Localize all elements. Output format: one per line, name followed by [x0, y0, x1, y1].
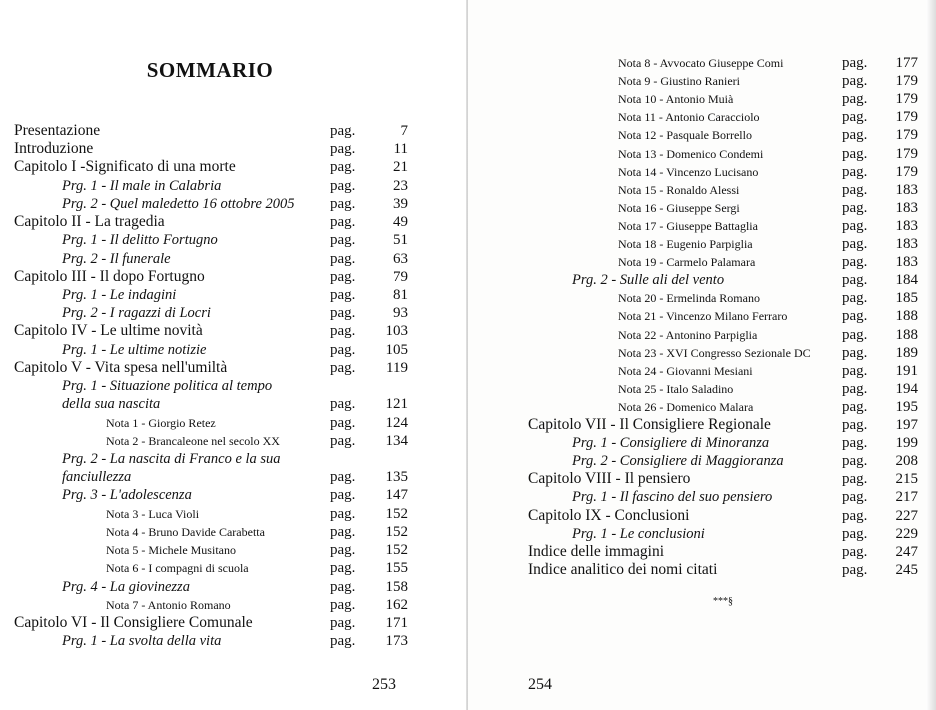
toc-entry-title: Introduzione: [14, 140, 94, 158]
toc-entry-pag-label: pag.: [330, 341, 356, 358]
toc-entry: [468, 398, 936, 416]
toc-entry-pag-label: pag.: [330, 469, 356, 486]
toc-entry-page-number: 177: [895, 55, 918, 71]
toc-entry-pag-label: pag.: [842, 199, 868, 216]
toc-entry-pag-label: pag.: [842, 453, 868, 470]
toc-entry: [468, 126, 936, 144]
toc-entry-page-number: 229: [895, 525, 918, 542]
toc-entry-pag-label: pag.: [842, 561, 868, 578]
toc-entry-page-number: 158: [385, 578, 408, 595]
toc-entry-pag-label: pag.: [330, 177, 356, 194]
toc-entry: [0, 122, 468, 140]
toc-entry: [0, 322, 468, 340]
toc-entry-page-number: 179: [895, 145, 918, 162]
toc-entry-title: Nota 22 - Antonino Parpiglia: [618, 327, 758, 342]
toc-entry-title: Capitolo IV - Le ultime novità: [14, 322, 203, 340]
toc-entry-title: Capitolo VII - Il Consigliere Regionale: [528, 416, 771, 433]
toc-entry-page-number: 217: [895, 489, 918, 506]
toc-entry-title: Prg. 1 - Il fascino del suo pensiero: [572, 489, 773, 506]
toc-entry-page-number: 135: [385, 469, 408, 486]
toc-entry-title: Nota 2 - Brancaleone nel secolo XX: [106, 433, 280, 448]
toc-entry-title: Prg. 2 - La nascita di Franco e la sua: [62, 451, 281, 467]
toc-entry: [468, 452, 936, 470]
toc-entry-title: Prg. 1 - Consigliere di Minoranza: [572, 435, 770, 452]
toc-entry: [0, 468, 468, 486]
toc-entry-page-number: 197: [895, 417, 918, 433]
toc-entry: [0, 414, 468, 432]
toc-entry-title: Nota 26 - Domenico Malara: [618, 399, 754, 414]
toc-entry-pag-label: pag.: [842, 507, 868, 524]
toc-entry-title: Nota 18 - Eugenio Parpiglia: [618, 237, 753, 251]
toc-entry: [468, 271, 936, 289]
toc-entry: [468, 380, 936, 398]
toc-entry-title: Capitolo IX - Conclusioni: [528, 506, 690, 524]
toc-entry-page-number: 23: [393, 177, 408, 194]
toc-entry-page-number: 51: [393, 232, 408, 249]
toc-entry: [0, 632, 468, 650]
toc-entry-page-number: 119: [386, 359, 408, 376]
toc-entry-title: Nota 6 - I compagni di scuola: [106, 561, 249, 576]
toc-entry-pag-label: pag.: [330, 560, 356, 577]
toc-entry-pag-label: pag.: [842, 163, 868, 180]
toc-entry-title: Nota 19 - Carmelo Palamara: [618, 255, 756, 270]
toc-entry-title: Nota 15 - Ronaldo Alessi: [618, 182, 740, 197]
toc-entry-title: Prg. 2 - I ragazzi di Locri: [62, 305, 211, 322]
toc-entry-pag-label: pag.: [330, 432, 356, 449]
toc-entry: [468, 326, 936, 344]
toc-entry-pag-label: pag.: [330, 359, 356, 376]
toc-entry-page-number: 189: [895, 344, 918, 361]
toc-entry: [468, 561, 936, 579]
toc-entry-page-number: 183: [895, 217, 918, 234]
toc-entry-title: Prg. 1 - Le conclusioni: [572, 525, 705, 542]
toc-entry-title: Nota 24 - Giovanni Mesiani: [618, 363, 753, 378]
toc-entry: [468, 416, 936, 434]
toc-entry: [468, 470, 936, 488]
toc-entry: [468, 90, 936, 108]
toc-entry-pag-label: pag.: [842, 127, 868, 144]
toc-entry-title: Prg. 1 - Il delitto Fortugno: [62, 232, 218, 249]
toc-entry-page-number: 124: [385, 414, 408, 431]
toc-entry: [468, 307, 936, 325]
toc-entry-title: Capitolo I -Significato di una morte: [14, 158, 236, 176]
toc-entry-page-number: 155: [385, 560, 408, 577]
toc-entry-title: Nota 17 - Giuseppe Battaglia: [618, 218, 758, 233]
toc-entry-pag-label: pag.: [842, 471, 868, 488]
toc-entry-page-number: 171: [385, 614, 408, 631]
toc-entry-page-number: 179: [895, 109, 918, 126]
toc-entry: [0, 578, 468, 596]
toc-entry-title: Prg. 2 - Quel maledetto 16 ottobre 2005: [62, 195, 295, 212]
toc-entry: [0, 395, 468, 413]
toc-entry-pag-label: pag.: [842, 380, 868, 397]
toc-entry-page-number: 79: [393, 268, 408, 285]
toc-entry: [468, 543, 936, 561]
toc-entry-page-number: 183: [895, 236, 918, 252]
toc-entry-page-number: 63: [393, 250, 408, 267]
toc-entry-pag-label: pag.: [330, 123, 356, 139]
toc-entry: [468, 525, 936, 543]
toc-entry: [0, 486, 468, 504]
toc-entry-title: Indice analitico dei nomi citati: [528, 560, 718, 578]
toc-entry-pag-label: pag.: [842, 272, 868, 289]
toc-entry-title: Prg. 2 - Il funerale: [62, 250, 171, 267]
toc-entry-title: Capitolo VI - Il Consigliere Comunale: [14, 613, 253, 631]
toc-entry: [468, 344, 936, 362]
toc-entry-title: Presentazione: [14, 122, 101, 139]
toc-entry-title: Nota 8 - Avvocato Giuseppe Comi: [618, 56, 784, 70]
toc-entry-title: Prg. 1 - La svolta della vita: [62, 633, 222, 650]
toc-entry-pag-label: pag.: [842, 91, 868, 108]
toc-entry: [0, 158, 468, 176]
toc-entry: [0, 614, 468, 632]
toc-entry-title: Capitolo III - Il dopo Fortugno: [14, 267, 205, 285]
toc-entry-pag-label: pag.: [330, 414, 356, 431]
toc-entry-title: Prg. 1 - Il male in Calabria: [62, 177, 222, 194]
toc-entry: [468, 289, 936, 307]
toc-entry: [0, 596, 468, 614]
toc-entry-page-number: 152: [385, 505, 408, 522]
toc-entry-page-number: 121: [385, 396, 408, 413]
toc-entry-title: Prg. 3 - L'adolescenza: [62, 487, 192, 504]
toc-entry-page-number: 188: [895, 308, 918, 325]
toc-entry-page-number: 105: [385, 341, 408, 358]
toc-entry-page-number: 179: [895, 73, 918, 90]
toc-entry-title: fanciullezza: [62, 469, 132, 486]
page-title: SOMMARIO: [146, 58, 274, 82]
toc-entry-page-number: 179: [895, 163, 918, 180]
toc-entry-pag-label: pag.: [842, 254, 868, 271]
toc-entry: [0, 505, 468, 523]
toc-entry-title: Capitolo II - La tragedia: [14, 213, 165, 231]
toc-entry: [468, 507, 936, 525]
toc-entry: [468, 488, 936, 506]
toc-entry-title: Capitolo VIII - Il pensiero: [528, 470, 691, 488]
toc-entry-page-number: 247: [895, 543, 918, 560]
toc-entry-title: Nota 13 - Domenico Condemi: [618, 146, 764, 161]
toc-entry: [0, 359, 468, 377]
toc-entry-page-number: 11: [393, 141, 408, 158]
toc-entry-pag-label: pag.: [842, 217, 868, 234]
toc-entry-pag-label: pag.: [842, 109, 868, 126]
toc-entry: [468, 181, 936, 199]
toc-entry-pag-label: pag.: [330, 487, 356, 504]
toc-entry-page-number: 152: [385, 542, 408, 559]
toc-entry-page-number: 194: [895, 380, 918, 397]
toc-entry-page-number: 183: [895, 254, 918, 271]
toc-entry-pag-label: pag.: [842, 489, 868, 506]
toc-entry-page-number: 173: [385, 633, 408, 650]
toc-entry-title: Prg. 1 - Le indagini: [62, 287, 177, 303]
toc-entry-pag-label: pag.: [330, 523, 356, 540]
page-edge-shadow: [926, 0, 936, 710]
toc-entry-page-number: 185: [895, 290, 918, 307]
toc-entry-title: Nota 5 - Michele Musitano: [106, 543, 236, 558]
toc-entry-title: della sua nascita: [62, 396, 161, 413]
toc-entry-pag-label: pag.: [842, 55, 868, 71]
toc-entry-page-number: 103: [385, 323, 408, 340]
toc-entry: [468, 217, 936, 235]
toc-entry: [468, 163, 936, 181]
toc-entry-page-number: 183: [895, 199, 918, 216]
toc-entry: [0, 268, 468, 286]
toc-entry-pag-label: pag.: [330, 232, 356, 249]
toc-entry-pag-label: pag.: [842, 308, 868, 325]
page-number-left: 253: [372, 676, 396, 693]
toc-entry: [468, 145, 936, 163]
toc-entry-pag-label: pag.: [330, 250, 356, 267]
toc-entry-page-number: 188: [895, 326, 918, 343]
toc-entry-page-number: 215: [895, 471, 918, 488]
toc-entry-title: Prg. 1 - Situazione politica al tempo: [62, 378, 273, 395]
toc-entry-pag-label: pag.: [330, 633, 356, 650]
toc-entry-page-number: 208: [895, 453, 918, 470]
toc-entry: [468, 72, 936, 90]
toc-entry-pag-label: pag.: [330, 505, 356, 522]
toc-entry: [0, 432, 468, 450]
toc-entry-pag-label: pag.: [330, 596, 356, 613]
toc-entry-pag-label: pag.: [330, 542, 356, 559]
toc-entry-title: Nota 11 - Antonio Caracciolo: [618, 110, 760, 125]
toc-entry-pag-label: pag.: [842, 344, 868, 361]
toc-entry-pag-label: pag.: [842, 326, 868, 343]
toc-entry-title: Prg. 2 - Consigliere di Maggioranza: [572, 453, 784, 470]
toc-entry-pag-label: pag.: [330, 195, 356, 212]
toc-entry-pag-label: pag.: [842, 145, 868, 162]
toc-entry: [0, 195, 468, 213]
right-page: [468, 0, 936, 710]
toc-entry: [0, 304, 468, 322]
toc-entry-page-number: 21: [393, 159, 408, 176]
toc-entry-title: Prg. 1 - Le ultime notizie: [62, 341, 207, 358]
toc-entry-title: Nota 23 - XVI Congresso Sezionale DC: [618, 345, 811, 360]
toc-entry-page-number: 191: [895, 362, 918, 379]
toc-entry-page-number: 152: [385, 523, 408, 540]
toc-entry-page-number: 227: [895, 507, 918, 524]
toc-entry-pag-label: pag.: [330, 214, 356, 231]
toc-entry-title: Nota 14 - Vincenzo Lucisano: [618, 164, 759, 179]
toc-entry-page-number: 39: [393, 195, 408, 212]
toc-entry-pag-label: pag.: [330, 396, 356, 413]
toc-entry: [0, 213, 468, 231]
toc-entry: [468, 434, 936, 452]
toc-entry-page-number: 179: [895, 91, 918, 108]
toc-entry: [0, 140, 468, 158]
toc-entry: [468, 253, 936, 271]
toc-entry: [0, 523, 468, 541]
toc-entry-page-number: 195: [895, 398, 918, 415]
toc-entry: [0, 559, 468, 577]
toc-entry-title: Nota 16 - Giuseppe Sergi: [618, 200, 740, 215]
toc-entry-title: Nota 7 - Antonio Romano: [106, 597, 231, 612]
toc-entry-pag-label: pag.: [330, 578, 356, 595]
toc-entry-page-number: 81: [393, 287, 408, 303]
toc-entry-title: Nota 4 - Bruno Davide Carabetta: [106, 524, 265, 539]
toc-entry: [0, 177, 468, 195]
toc-entry-title: Indice delle immagini: [528, 542, 665, 560]
toc-entry-pag-label: pag.: [330, 268, 356, 285]
toc-entry-page-number: 245: [895, 561, 918, 578]
toc-entry-pag-label: pag.: [842, 525, 868, 542]
toc-entry: [0, 450, 468, 468]
toc-entry-pag-label: pag.: [842, 435, 868, 452]
toc-entry-page-number: 7: [400, 123, 408, 139]
toc-entry-pag-label: pag.: [842, 417, 868, 433]
toc-entry-pag-label: pag.: [330, 305, 356, 322]
toc-entry-pag-label: pag.: [330, 159, 356, 176]
toc-entry-title: Nota 25 - Italo Saladino: [618, 381, 734, 396]
toc-entry-page-number: 179: [895, 127, 918, 144]
toc-entry-page-number: 49: [393, 214, 408, 231]
toc-entry-pag-label: pag.: [842, 236, 868, 252]
toc-entry: [468, 235, 936, 253]
toc-entry-title: Prg. 2 - Sulle ali del vento: [572, 272, 725, 289]
toc-entry: [0, 541, 468, 559]
toc-entry-title: Nota 3 - Luca Violi: [106, 506, 200, 521]
toc-entry: [0, 250, 468, 268]
toc-entry: [0, 231, 468, 249]
toc-entry-page-number: 199: [895, 435, 918, 452]
toc-entry-pag-label: pag.: [842, 290, 868, 307]
toc-entry: [468, 199, 936, 217]
toc-entry-pag-label: pag.: [330, 323, 356, 340]
toc-entry-pag-label: pag.: [842, 398, 868, 415]
toc-entry-pag-label: pag.: [842, 543, 868, 560]
toc-entry-pag-label: pag.: [842, 73, 868, 90]
toc-entry-title: Nota 1 - Giorgio Retez: [106, 415, 216, 430]
toc-entry: [0, 341, 468, 359]
toc-entry-pag-label: pag.: [330, 614, 356, 631]
toc-entry-title: Nota 21 - Vincenzo Milano Ferraro: [618, 309, 788, 324]
end-mark: ***§: [713, 596, 733, 607]
toc-entry: [0, 286, 468, 304]
toc-entry-title: Capitolo V - Vita spesa nell'umiltà: [14, 358, 228, 376]
toc-entry-page-number: 93: [393, 305, 408, 322]
toc-entry: [468, 108, 936, 126]
toc-entry-title: Nota 9 - Giustino Ranieri: [618, 74, 740, 89]
toc-entry-page-number: 184: [895, 272, 918, 289]
toc-entry-pag-label: pag.: [330, 141, 356, 158]
toc-entry-page-number: 134: [385, 432, 408, 449]
toc-entry: [468, 362, 936, 380]
toc-entry: [0, 377, 468, 395]
toc-entry-pag-label: pag.: [330, 287, 356, 303]
toc-entry-title: Nota 12 - Pasquale Borrello: [618, 128, 752, 143]
toc-entry-page-number: 147: [385, 487, 408, 504]
toc-entry-title: Nota 10 - Antonio Muià: [618, 92, 734, 107]
toc-entry-pag-label: pag.: [842, 362, 868, 379]
page-number-right: 254: [528, 676, 552, 693]
toc-entry: [468, 54, 936, 72]
toc-entry-title: Prg. 4 - La giovinezza: [62, 578, 190, 595]
toc-entry-title: Nota 20 - Ermelinda Romano: [618, 291, 760, 306]
toc-entry-page-number: 162: [385, 596, 408, 613]
toc-entry-page-number: 183: [895, 181, 918, 198]
toc-entry-pag-label: pag.: [842, 181, 868, 198]
